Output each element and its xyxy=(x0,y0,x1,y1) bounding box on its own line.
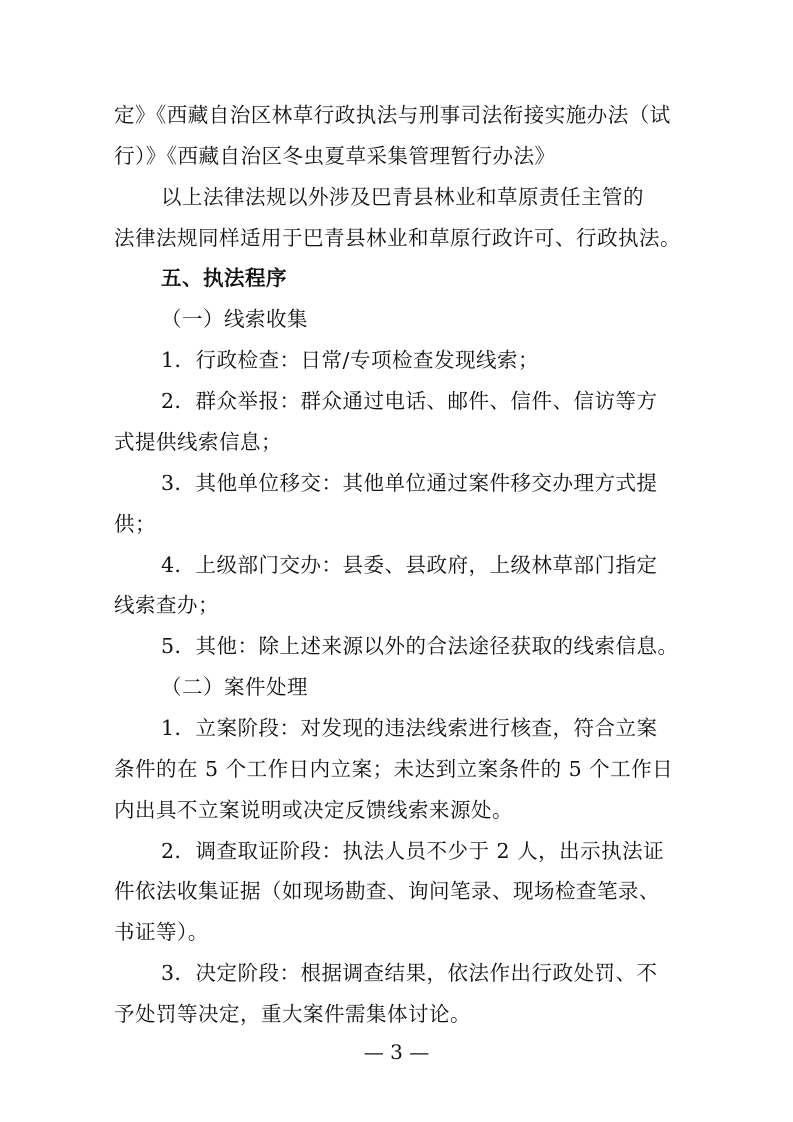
section-heading: 五、执法程序 xyxy=(161,266,287,290)
list-item: 4．上级部门交办：县委、县政府，上级林草部门指定 xyxy=(161,553,658,577)
body-text-line: 行）》《西藏自治区冬虫夏草采集管理暂行办法》 xyxy=(114,144,556,168)
list-item-continuation: 予处罚等决定，重大案件需集体讨论。 xyxy=(114,1002,471,1026)
list-item: 3．其他单位移交：其他单位通过案件移交办理方式提 xyxy=(161,471,658,495)
subsection-heading: （二）案件处理 xyxy=(161,675,308,699)
body-text-line: 法律法规同样适用于巴青县林业和草原行政许可、行政执法。 xyxy=(114,226,681,250)
body-text-line: 以上法律法规以外涉及巴青县林业和草原责任主管的 xyxy=(161,185,644,209)
page-number: — 3 — xyxy=(363,1040,430,1064)
list-item-continuation: 件依法收集证据（如现场勘查、询问笔录、现场检查笔录、 xyxy=(114,879,660,903)
subsection-heading: （一）线索收集 xyxy=(161,307,308,331)
list-item-continuation: 式提供线索信息； xyxy=(114,430,282,454)
list-item: 1．立案阶段：对发现的违法线索进行核查，符合立案 xyxy=(161,716,658,740)
list-item: 2．群众举报：群众通过电话、邮件、信件、信访等方 xyxy=(161,389,658,413)
body-text-line: 定》《西藏自治区林草行政执法与刑事司法衔接实施办法（试 xyxy=(114,103,671,127)
list-item-continuation: 内出具不立案说明或决定反馈线索来源处。 xyxy=(114,798,513,822)
list-item: 3．决定阶段：根据调查结果，依法作出行政处罚、不 xyxy=(161,961,658,985)
list-item-continuation: 线索查办； xyxy=(114,593,219,617)
list-item: 5．其他：除上述来源以外的合法途径获取的线索信息。 xyxy=(161,634,679,658)
list-item-continuation: 书证等）。 xyxy=(114,920,209,944)
list-item-continuation: 供； xyxy=(114,512,156,536)
list-item: 1．行政检查：日常/专项检查发现线索； xyxy=(161,348,539,372)
list-item-continuation: 条件的在 5 个工作日内立案；未达到立案条件的 5 个工作日 xyxy=(114,757,674,781)
list-item: 2．调查取证阶段：执法人员不少于 2 人，出示执法证 xyxy=(161,839,665,863)
